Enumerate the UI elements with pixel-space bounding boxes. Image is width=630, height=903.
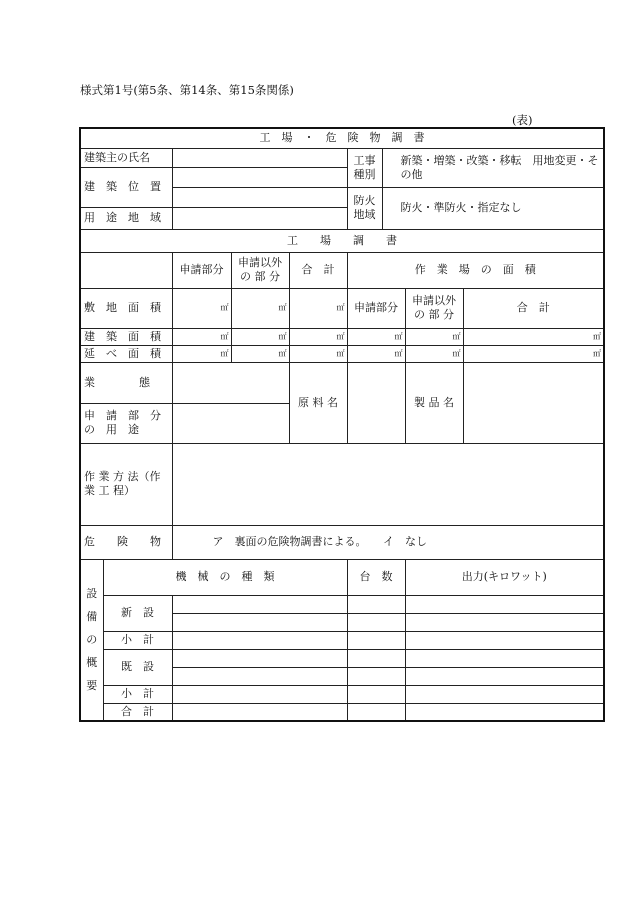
factory-title: 工 場 調 書 (80, 229, 604, 252)
factory-hazard-form (79, 127, 605, 722)
subtotal-label: 小 計 (103, 631, 172, 649)
equipment-char: 設 (86, 587, 98, 601)
unit-cell[interactable]: ㎡ (231, 288, 289, 328)
output-field[interactable] (405, 703, 604, 721)
existing-label: 既 設 (103, 649, 172, 685)
unit-cell[interactable]: ㎡ (231, 328, 289, 345)
machine-field[interactable] (172, 631, 347, 649)
unit-cell[interactable]: ㎡ (463, 345, 604, 362)
location-label: 建 築 位 置 (80, 167, 172, 207)
work-method-field[interactable] (172, 443, 604, 525)
col-work-area: 作 業 場 の 面 積 (347, 252, 604, 288)
location-field-2[interactable] (172, 187, 347, 207)
machine-field[interactable] (172, 703, 347, 721)
count-field[interactable] (347, 649, 405, 667)
col-applied: 申請部分 (172, 252, 231, 288)
machine-field[interactable] (172, 685, 347, 703)
machine-field[interactable] (172, 649, 347, 667)
equipment-label (80, 559, 103, 721)
new-label: 新 設 (103, 595, 172, 631)
col-total: 合 計 (289, 252, 347, 288)
count-field[interactable] (347, 613, 405, 631)
unit-cell[interactable]: ㎡ (347, 345, 405, 362)
unit-cell[interactable]: ㎡ (231, 345, 289, 362)
business-type-label: 業 態 (80, 362, 172, 403)
col-other: 申請以外の 部 分 (231, 252, 289, 288)
fire-zone-label: 防火地域 (347, 187, 382, 229)
blank-header (80, 252, 172, 288)
use-zone-label: 用 途 地 域 (80, 207, 172, 229)
count-header: 台 数 (347, 559, 405, 595)
raw-material-label: 原 料 名 (289, 362, 347, 443)
output-field[interactable] (405, 685, 604, 703)
equipment-char: 概 (86, 656, 98, 670)
machine-type-header: 機 械 の 種 類 (103, 559, 347, 595)
equipment-char: の (86, 633, 98, 647)
count-field[interactable] (347, 595, 405, 613)
total-label: 合 計 (103, 703, 172, 721)
output-field[interactable] (405, 631, 604, 649)
unit-cell[interactable]: ㎡ (463, 328, 604, 345)
machine-field[interactable] (172, 595, 347, 613)
work-type-options[interactable]: 新築・増築・改築・移転 用地変更・その他 (382, 148, 604, 187)
usage-label: 申 請 部 分 の 用 途 (80, 403, 172, 443)
work-col-total: 合 計 (463, 288, 604, 328)
usage-field[interactable] (172, 403, 289, 443)
count-field[interactable] (347, 703, 405, 721)
form-title: 工 場 ・ 危 険 物 調 書 (80, 128, 604, 148)
unit-cell[interactable]: ㎡ (289, 345, 347, 362)
count-field[interactable] (347, 631, 405, 649)
equipment-char: 要 (86, 679, 98, 693)
product-label: 製 品 名 (405, 362, 463, 443)
owner-name-field[interactable] (172, 148, 347, 167)
unit-cell[interactable]: ㎡ (347, 328, 405, 345)
output-field[interactable] (405, 613, 604, 631)
use-zone-field[interactable] (172, 207, 347, 229)
product-field[interactable] (463, 362, 604, 443)
form-number: 様式第1号(第5条、第14条、第15条関係) (80, 83, 294, 97)
work-col-other: 申請以外の 部 分 (405, 288, 463, 328)
unit-cell[interactable]: ㎡ (172, 328, 231, 345)
output-field[interactable] (405, 649, 604, 667)
equipment-char: 備 (86, 610, 98, 624)
floor-area-label: 延 べ 面 積 (80, 345, 172, 362)
work-method-label: 作 業 方 法（作 業 工 程） (80, 443, 172, 525)
work-col-applied: 申請部分 (347, 288, 405, 328)
location-field[interactable] (172, 167, 347, 187)
building-area-label: 建 築 面 積 (80, 328, 172, 345)
count-field[interactable] (347, 685, 405, 703)
side-label: (表) (512, 113, 533, 127)
fire-zone-options[interactable]: 防火・準防火・指定なし (382, 187, 604, 229)
subtotal-label: 小 計 (103, 685, 172, 703)
work-type-label: 工事種別 (347, 148, 382, 187)
output-header: 出力(キロワット) (405, 559, 604, 595)
unit-cell[interactable]: ㎡ (289, 328, 347, 345)
unit-cell[interactable]: ㎡ (172, 288, 231, 328)
hazard-label: 危 険 物 (80, 525, 172, 559)
output-field[interactable] (405, 595, 604, 613)
raw-material-field[interactable] (347, 362, 405, 443)
unit-cell[interactable]: ㎡ (405, 328, 463, 345)
site-area-label: 敷 地 面 積 (80, 288, 172, 328)
hazard-options[interactable]: ア 裏面の危険物調書による。 イ なし (172, 525, 604, 559)
business-type-field[interactable] (172, 362, 289, 403)
unit-cell[interactable]: ㎡ (289, 288, 347, 328)
machine-field[interactable] (172, 613, 347, 631)
machine-field[interactable] (172, 667, 347, 685)
owner-name-label: 建築主の氏名 (80, 148, 172, 167)
unit-cell[interactable]: ㎡ (405, 345, 463, 362)
count-field[interactable] (347, 667, 405, 685)
unit-cell[interactable]: ㎡ (172, 345, 231, 362)
output-field[interactable] (405, 667, 604, 685)
